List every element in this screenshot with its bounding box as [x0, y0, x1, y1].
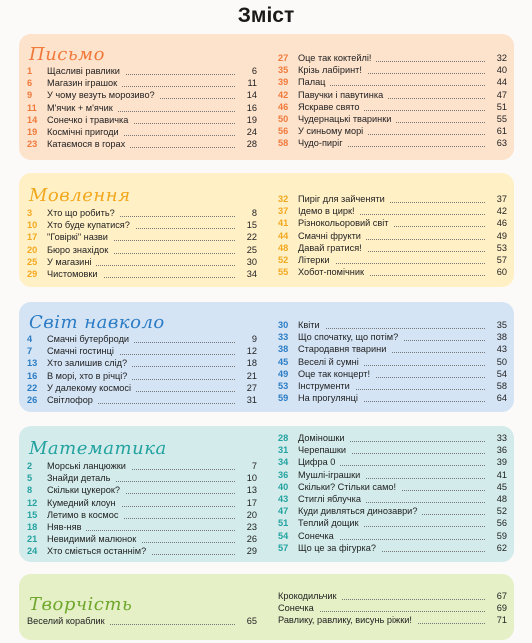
left-column [27, 65, 257, 150]
entry-number: 6 [27, 78, 33, 89]
toc-entry[interactable] [27, 484, 257, 496]
entry-number: 14 [27, 114, 38, 125]
section-pysmo [19, 34, 514, 160]
entry-number: 33 [278, 332, 289, 343]
entry-page: 56 [485, 517, 507, 529]
toc-entry[interactable] [278, 52, 507, 64]
toc-entry[interactable] [27, 114, 257, 126]
toc-entry[interactable] [278, 137, 507, 149]
entry-title: Яскраве свято [298, 101, 360, 112]
entry-number: 46 [278, 101, 289, 112]
dot-leader [298, 319, 485, 329]
entry-title: М'ячик + м'ячик [47, 102, 113, 113]
entry-page: 14 [235, 89, 257, 101]
entry-title: Давай гратися! [298, 242, 362, 253]
entry-page: 45 [485, 481, 507, 493]
entry-page: 38 [485, 331, 507, 343]
entry-title: Сонечка [298, 530, 334, 541]
entry-number: 36 [278, 469, 289, 480]
entry-title: Теплий дощик [298, 518, 359, 529]
toc-entry[interactable] [278, 356, 507, 368]
section-title: Математика [29, 438, 167, 459]
entry-title: У далекому космосі [47, 382, 132, 393]
entry-title: Невидимий малюнок [47, 534, 137, 545]
section-svit [19, 302, 514, 412]
entry-title: Цифра 0 [298, 457, 336, 468]
entry-page: 10 [235, 472, 257, 484]
entry-page: 32 [485, 52, 507, 64]
entry-page: 9 [235, 333, 257, 345]
toc-entry[interactable] [278, 481, 507, 493]
toc-entry[interactable] [278, 542, 507, 554]
entry-page: 53 [485, 242, 507, 254]
entry-number: 49 [278, 368, 289, 379]
entry-number: 59 [278, 393, 289, 404]
toc-entry[interactable] [27, 65, 257, 77]
toc-entry[interactable] [27, 370, 257, 382]
entry-number: 21 [27, 534, 38, 545]
entry-page: 50 [485, 356, 507, 368]
entry-title: Скільки? Стільки само! [298, 481, 397, 492]
entry-title: Палац [298, 77, 326, 88]
entry-title: Світлофор [47, 394, 93, 405]
entry-number: 37 [278, 206, 289, 217]
entry-page: 19 [235, 114, 257, 126]
entry-number: 16 [27, 370, 38, 381]
section-tvorchist [19, 574, 514, 640]
entry-title: Смачні фрукти [298, 230, 361, 241]
entry-page: 51 [485, 101, 507, 113]
entry-title: Різнокольоровий світ [298, 218, 389, 229]
toc-entry[interactable] [27, 357, 257, 369]
left-column [27, 207, 257, 280]
right-column [278, 319, 507, 404]
toc-entry[interactable] [278, 368, 507, 380]
toc-entry[interactable] [27, 533, 257, 545]
toc-entry[interactable] [27, 615, 257, 627]
entry-number: 52 [278, 254, 289, 265]
toc-entry[interactable] [278, 530, 507, 542]
toc-entry[interactable] [27, 394, 257, 406]
entry-page: 13 [235, 484, 257, 496]
entry-title: Летимо в космос [47, 509, 119, 520]
entry-title: "Говіркі" назви [47, 232, 108, 243]
section-title: Світ навколо [29, 312, 165, 333]
toc-entry[interactable] [278, 76, 507, 88]
entry-page: 57 [485, 254, 507, 266]
right-column [278, 52, 507, 150]
entry-title: Знайди деталь [47, 473, 111, 484]
toc-entry[interactable] [27, 509, 257, 521]
entry-page: 26 [235, 533, 257, 545]
entry-page: 44 [485, 76, 507, 88]
entry-number: 12 [27, 497, 38, 508]
toc-entry[interactable] [278, 493, 507, 505]
entry-number: 45 [278, 356, 289, 367]
toc-entry[interactable] [27, 219, 257, 231]
toc-entry[interactable] [278, 456, 507, 468]
entry-page: 71 [485, 614, 507, 626]
entry-number: 20 [27, 244, 38, 255]
entry-page: 30 [235, 256, 257, 268]
entry-number: 17 [27, 232, 38, 243]
entry-title: Веселий кораблик [27, 616, 105, 626]
entry-title: Оце так концерт! [298, 368, 370, 379]
toc-entry[interactable] [27, 256, 257, 268]
toc-entry[interactable] [278, 432, 507, 444]
entry-page: 8 [235, 207, 257, 219]
toc-entry[interactable] [27, 244, 257, 256]
entry-page: 22 [235, 231, 257, 243]
entry-title: Крокодильчик [278, 591, 337, 601]
entry-number: 58 [278, 138, 289, 149]
entry-number: 5 [27, 473, 33, 484]
entry-number: 44 [278, 230, 289, 241]
toc-entry[interactable] [27, 333, 257, 345]
entry-page: 52 [485, 505, 507, 517]
right-column [278, 432, 507, 554]
entry-page: 69 [485, 602, 507, 614]
entry-number: 39 [278, 77, 289, 88]
toc-entry[interactable] [278, 89, 507, 101]
toc-entry[interactable] [27, 382, 257, 394]
toc-entry[interactable] [27, 77, 257, 89]
entry-page: 15 [235, 219, 257, 231]
entry-number: 56 [278, 126, 289, 137]
entry-title: Інструменти [298, 380, 350, 391]
toc-entry[interactable] [278, 614, 507, 626]
toc-entry[interactable] [278, 343, 507, 355]
toc-entry[interactable] [278, 113, 507, 125]
entry-page: 59 [485, 530, 507, 542]
entry-title: Магазин іграшок [47, 78, 118, 89]
toc-entry[interactable] [27, 138, 257, 150]
entry-page: 62 [485, 542, 507, 554]
entry-page: 12 [235, 345, 257, 357]
entry-number: 7 [27, 346, 33, 357]
entry-number: 50 [278, 113, 289, 124]
entry-page: 28 [235, 138, 257, 150]
toc-entry[interactable] [27, 345, 257, 357]
entry-page: 61 [485, 125, 507, 137]
entry-title: Крізь лабіринт! [298, 65, 362, 76]
toc-entry[interactable] [278, 242, 507, 254]
entry-page: 58 [485, 380, 507, 392]
entry-title: Хобот-помічник [298, 267, 365, 278]
entry-title: Веселі й сумні [298, 356, 359, 367]
entry-title: Чистомовки [47, 268, 98, 279]
entry-title: Щасливі равлики [47, 66, 120, 76]
entry-title: Чудернацькі тваринки [298, 113, 392, 124]
entry-number: 25 [27, 256, 38, 267]
entry-title: У чому везуть морозиво? [47, 90, 155, 101]
entry-number: 28 [278, 433, 289, 443]
entry-title: Морські ланцюжки [47, 461, 126, 471]
entry-page: 36 [485, 444, 507, 456]
toc-entry[interactable] [278, 254, 507, 266]
toc-entry[interactable] [278, 590, 507, 602]
entry-number: 57 [278, 542, 289, 553]
entry-page: 48 [485, 493, 507, 505]
entry-title: Скільки цукерок? [47, 485, 120, 496]
toc-entry[interactable] [278, 230, 507, 242]
toc-entry[interactable] [27, 460, 257, 472]
toc-entry[interactable] [278, 380, 507, 392]
entry-number: 40 [278, 481, 289, 492]
entry-number: 34 [278, 457, 289, 468]
entry-page: 6 [235, 65, 257, 77]
right-column [278, 193, 507, 278]
toc-entry[interactable] [278, 505, 507, 517]
left-column [27, 460, 257, 558]
entry-page: 40 [485, 64, 507, 76]
entry-number: 13 [27, 358, 38, 369]
entry-number: 55 [278, 267, 289, 278]
entry-title: Що спочатку, що потім? [298, 332, 399, 343]
entry-title: Сонечка [278, 603, 314, 614]
left-column [27, 615, 257, 627]
page-title: Зміст [237, 4, 295, 27]
toc-entry[interactable] [27, 268, 257, 280]
entry-page: 37 [485, 193, 507, 205]
entry-number: 23 [27, 139, 38, 150]
toc-entry[interactable] [27, 126, 257, 138]
entry-number: 10 [27, 220, 38, 231]
entry-page: 64 [485, 392, 507, 404]
toc-entry[interactable] [27, 231, 257, 243]
entry-title: Хто сміється останнім? [47, 546, 147, 557]
section-title: Мовлення [29, 185, 131, 206]
entry-page: 20 [235, 509, 257, 521]
entry-page: 18 [235, 357, 257, 369]
entry-number: 43 [278, 493, 289, 504]
entry-page: 63 [485, 137, 507, 149]
entry-page: 11 [235, 77, 257, 89]
entry-number: 26 [27, 394, 38, 405]
toc-entry[interactable] [27, 521, 257, 533]
entry-page: 17 [235, 497, 257, 509]
entry-page: 54 [485, 368, 507, 380]
entry-page: 46 [485, 217, 507, 229]
entry-number: 48 [278, 242, 289, 253]
toc-entry[interactable] [278, 517, 507, 529]
toc-entry[interactable] [278, 602, 507, 614]
entry-number: 2 [27, 461, 33, 471]
entry-title: Літерки [298, 254, 330, 265]
entry-page: 24 [235, 126, 257, 138]
toc-entry[interactable] [278, 125, 507, 137]
entry-page: 47 [485, 89, 507, 101]
section-title: Творчість [29, 594, 133, 615]
entry-number: 8 [27, 485, 33, 496]
entry-title: Оце так коктейлі! [298, 53, 372, 63]
entry-title: Сонечко і травичка [47, 114, 129, 125]
entry-title: Що це за фігурка? [298, 542, 376, 553]
entry-page: 60 [485, 266, 507, 278]
entry-title: На прогулянці [298, 393, 358, 404]
entry-number: 3 [27, 208, 33, 218]
entry-page: 27 [235, 382, 257, 394]
toc-entry[interactable] [278, 64, 507, 76]
entry-title: Хто залишив слід? [47, 358, 128, 369]
entry-title: Равлику, равлику, висунь ріжки! [278, 615, 412, 626]
entry-number: 35 [278, 65, 289, 76]
entry-number: 24 [27, 546, 38, 557]
toc-entry[interactable] [278, 193, 507, 205]
toc-entry[interactable] [278, 319, 507, 331]
toc-entry[interactable] [278, 444, 507, 456]
entry-number: 15 [27, 509, 38, 520]
entry-title: Хто буде купатися? [47, 220, 130, 231]
entry-title: Няв-няв [47, 521, 82, 532]
entry-number: 38 [278, 344, 289, 355]
entry-page: 23 [235, 521, 257, 533]
toc-entry[interactable] [278, 469, 507, 481]
entry-title: Смачні гостинці [47, 346, 114, 357]
entry-page: 21 [235, 370, 257, 382]
entry-page: 49 [485, 230, 507, 242]
toc-entry[interactable] [27, 102, 257, 114]
entry-number: 42 [278, 89, 289, 100]
entry-title: Ідемо в цирк! [298, 206, 355, 217]
entry-number: 30 [278, 320, 289, 330]
entry-number: 27 [278, 53, 289, 63]
toc-entry[interactable] [27, 545, 257, 557]
entry-number: 19 [27, 126, 38, 137]
entry-number: 32 [278, 194, 289, 204]
entry-title: Смачні бутерброди [47, 334, 130, 344]
entry-title: Квіти [298, 320, 320, 330]
entry-title: Стародавня тварини [298, 344, 387, 355]
entry-page: 7 [235, 460, 257, 472]
entry-number: 47 [278, 506, 289, 517]
entry-page: 33 [485, 432, 507, 444]
entry-page: 65 [235, 615, 257, 627]
left-column [27, 333, 257, 406]
right-column [278, 590, 507, 627]
entry-title: У синьому морі [298, 126, 364, 137]
entry-page: 41 [485, 469, 507, 481]
entry-title: Катаємося в горах [47, 139, 126, 150]
toc-entry[interactable] [278, 266, 507, 278]
entry-page: 55 [485, 113, 507, 125]
entry-title: Доміношки [298, 433, 345, 443]
entry-title: Пиріг для зайченяти [298, 194, 385, 204]
entry-page: 31 [235, 394, 257, 406]
entry-number: 31 [278, 445, 289, 456]
entry-title: Кумедний клоун [47, 497, 116, 508]
entry-page: 67 [485, 590, 507, 602]
entry-title: Чудо-пиріг [298, 138, 343, 149]
entry-page: 43 [485, 343, 507, 355]
entry-number: 22 [27, 382, 38, 393]
entry-title: Бюро знахідок [47, 244, 109, 255]
entry-page: 16 [235, 102, 257, 114]
entry-page: 25 [235, 244, 257, 256]
entry-title: Мушлі-іграшки [298, 469, 361, 480]
entry-number: 9 [27, 90, 33, 101]
section-matematyka [19, 426, 514, 562]
entry-number: 4 [27, 334, 33, 344]
entry-page: 34 [235, 268, 257, 280]
entry-title: Черепашки [298, 445, 347, 456]
entry-number: 11 [27, 102, 37, 113]
toc-entry[interactable] [27, 497, 257, 509]
entry-page: 42 [485, 205, 507, 217]
section-movlennia [19, 173, 514, 287]
entry-page: 35 [485, 319, 507, 331]
entry-title: Космічні пригоди [47, 126, 119, 137]
dot-leader [298, 602, 485, 612]
entry-number: 53 [278, 380, 289, 391]
entry-title: В морі, хто в річці? [47, 370, 128, 381]
entry-title: Павучки і павутинка [298, 89, 384, 100]
entry-page: 39 [485, 456, 507, 468]
entry-number: 51 [278, 518, 289, 529]
entry-title: Куди дивляться динозаври? [298, 506, 418, 517]
entry-title: У магазині [47, 256, 92, 267]
entry-number: 1 [27, 66, 33, 76]
toc-entry[interactable] [27, 472, 257, 484]
entry-number: 41 [278, 218, 289, 229]
toc-entry[interactable] [278, 205, 507, 217]
entry-number: 18 [27, 521, 38, 532]
entry-number: 29 [27, 268, 38, 279]
entry-title: Хто що робить? [47, 208, 115, 218]
entry-title: Стиглі яблучка [298, 493, 361, 504]
toc-entry[interactable] [27, 89, 257, 101]
section-title: Письмо [29, 44, 105, 65]
entry-page: 29 [235, 545, 257, 557]
entry-number: 54 [278, 530, 289, 541]
toc-entry[interactable] [278, 392, 507, 404]
toc-entry[interactable] [278, 101, 507, 113]
toc-entry[interactable] [27, 207, 257, 219]
toc-entry[interactable] [278, 331, 507, 343]
toc-entry[interactable] [278, 217, 507, 229]
